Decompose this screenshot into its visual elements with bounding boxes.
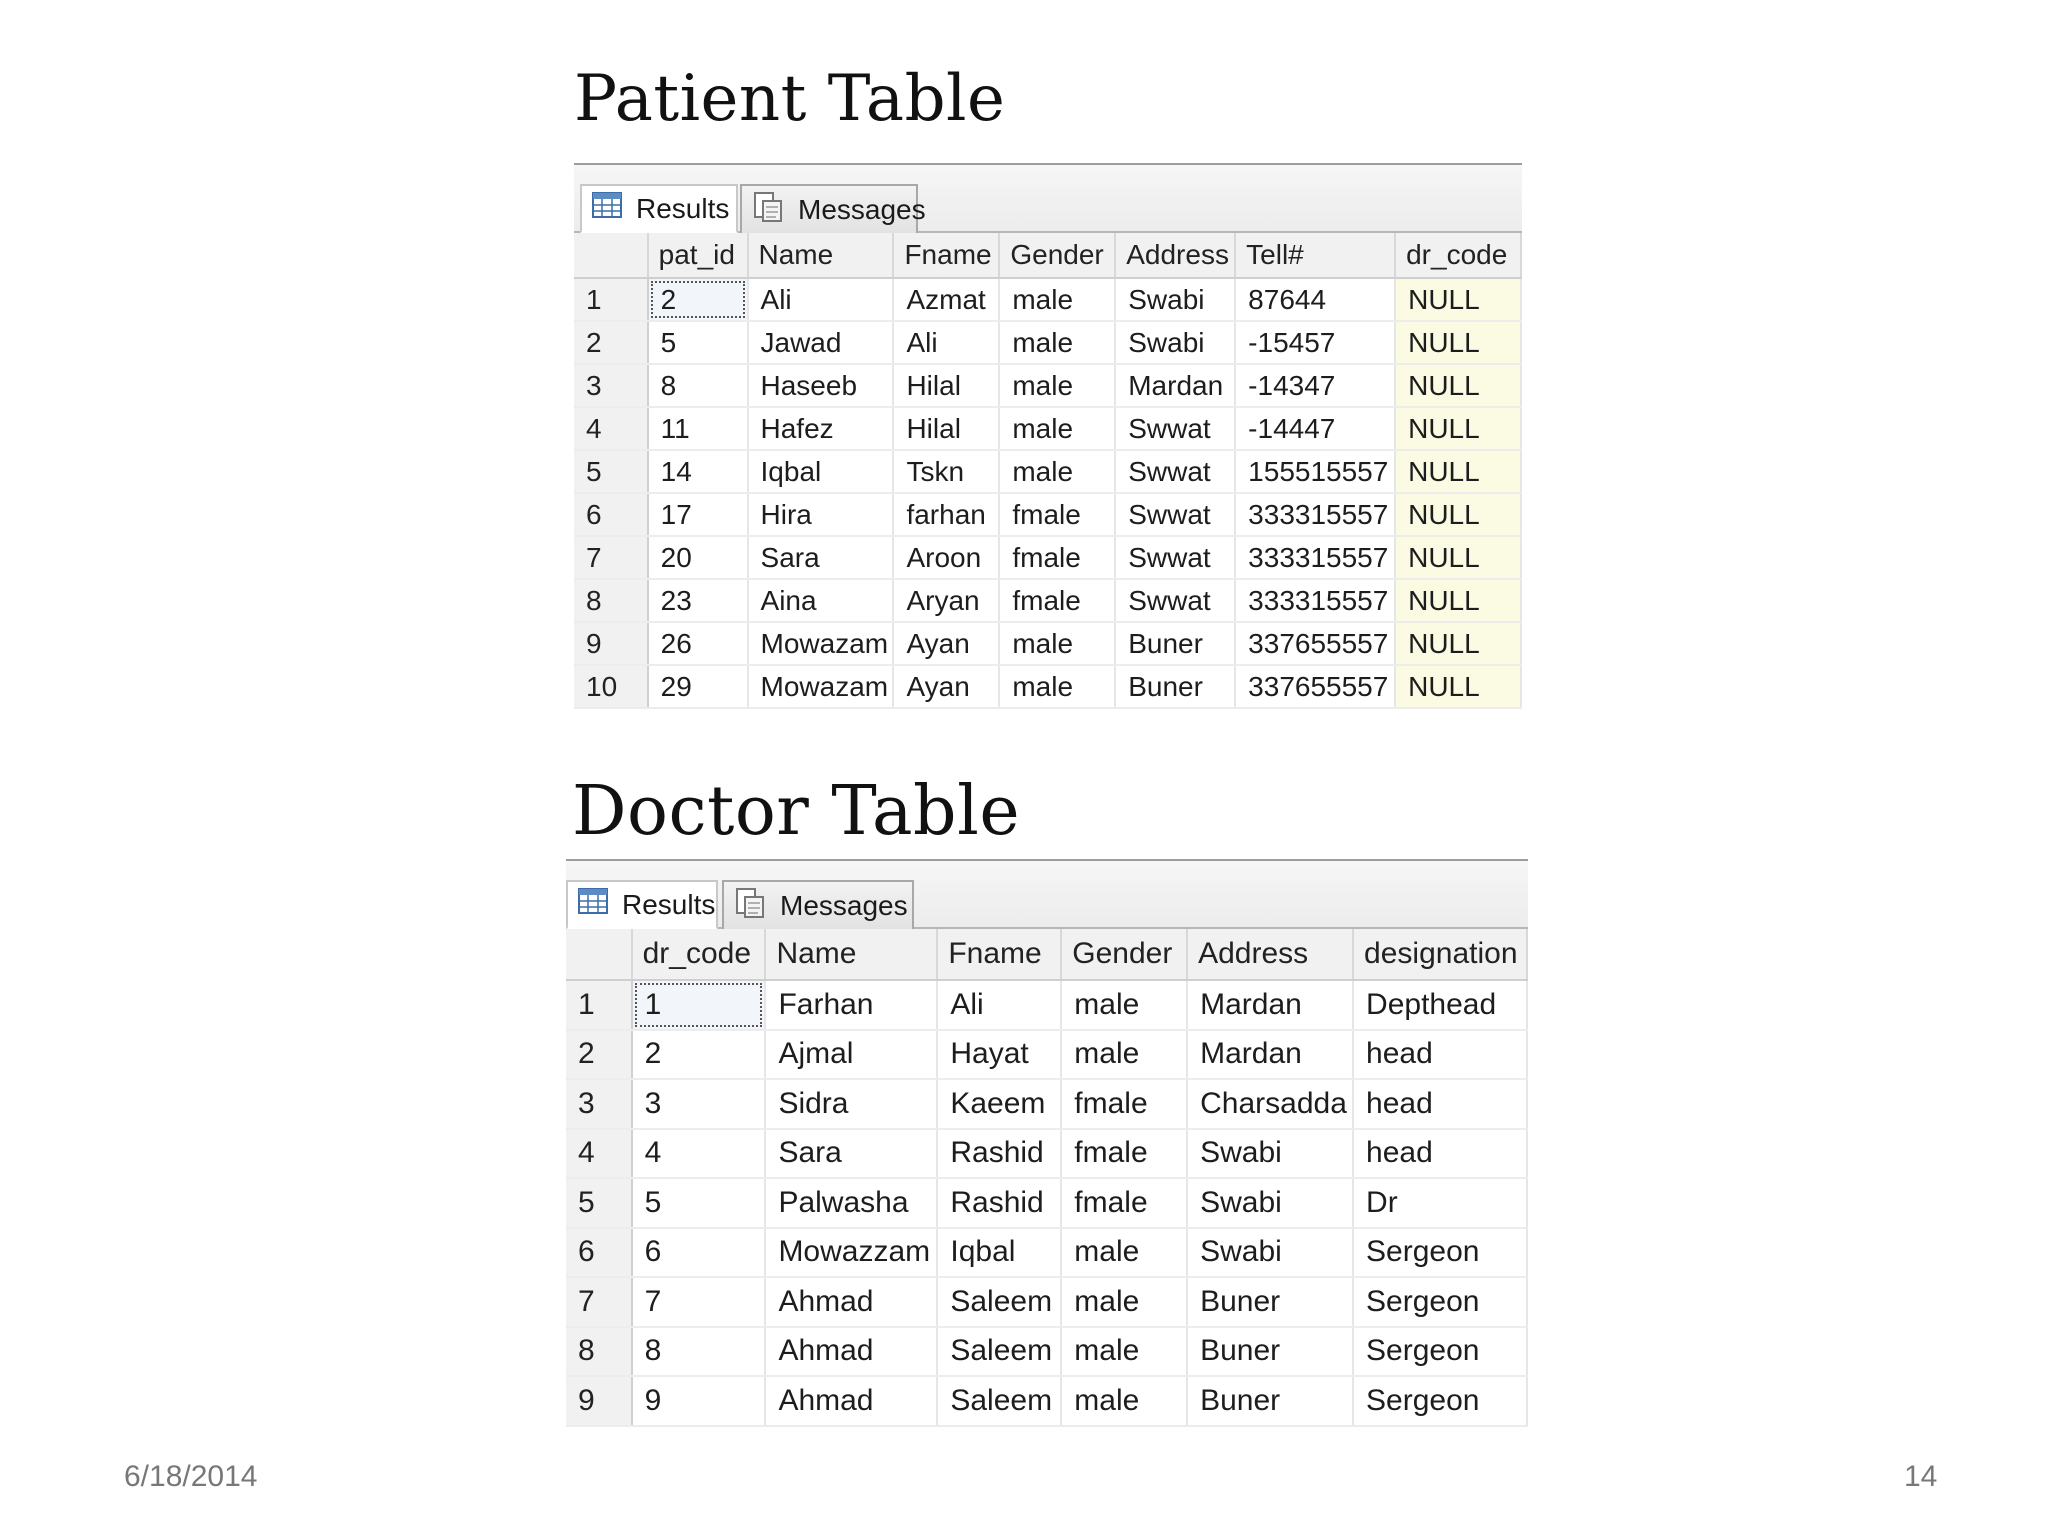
- table-cell[interactable]: Hira: [748, 493, 894, 536]
- row-number-cell[interactable]: 2: [566, 1030, 632, 1080]
- row-number-header: [566, 929, 632, 980]
- table-cell[interactable]: fmale: [999, 536, 1115, 579]
- table-row[interactable]: [574, 622, 1521, 665]
- table-cell[interactable]: Swabi: [1187, 1178, 1353, 1228]
- table-cell[interactable]: Swwat: [1115, 493, 1235, 536]
- table-row[interactable]: [574, 536, 1521, 579]
- column-header[interactable]: Name: [748, 233, 894, 278]
- patient-tabbar: [574, 165, 1522, 234]
- row-number-cell[interactable]: 9: [574, 622, 648, 665]
- table-cell[interactable]: 2: [648, 278, 748, 321]
- doctor-tab-results-label: Results: [622, 888, 716, 920]
- patient-table-title: Patient Table: [574, 62, 1006, 136]
- row-number-cell[interactable]: 10: [574, 665, 648, 708]
- column-header[interactable]: Gender: [1061, 929, 1187, 980]
- table-cell[interactable]: male: [999, 622, 1115, 665]
- table-row[interactable]: [574, 665, 1521, 708]
- slide-date: 6/18/2014: [124, 1460, 258, 1493]
- table-cell[interactable]: 1: [632, 980, 766, 1030]
- table-cell[interactable]: Rashid: [937, 1178, 1061, 1228]
- row-number-cell[interactable]: 1: [574, 278, 648, 321]
- table-cell[interactable]: Sergeon: [1353, 1376, 1527, 1426]
- table-cell[interactable]: Palwasha: [765, 1178, 937, 1228]
- table-cell[interactable]: Saleem: [937, 1277, 1061, 1327]
- table-cell[interactable]: Buner: [1187, 1277, 1353, 1327]
- table-cell[interactable]: 14: [648, 450, 748, 493]
- messages-document-icon: [734, 887, 766, 926]
- table-cell[interactable]: 8: [632, 1327, 766, 1377]
- table-cell[interactable]: male: [1061, 980, 1187, 1030]
- table-cell[interactable]: Hayat: [937, 1030, 1061, 1080]
- patient-header-row: [574, 233, 1521, 278]
- table-cell[interactable]: Saleem: [937, 1327, 1061, 1377]
- table-cell[interactable]: Haseeb: [748, 364, 894, 407]
- column-header[interactable]: designation: [1353, 929, 1527, 980]
- messages-document-icon: [752, 191, 784, 230]
- table-cell[interactable]: Dr: [1353, 1178, 1527, 1228]
- row-number-cell[interactable]: 2: [574, 321, 648, 364]
- table-cell[interactable]: 5: [632, 1178, 766, 1228]
- patient-tab-results-label: Results: [636, 192, 730, 224]
- patient-results-panel: [574, 163, 1522, 710]
- table-cell[interactable]: 23: [648, 579, 748, 622]
- table-row[interactable]: [566, 1277, 1527, 1327]
- table-cell[interactable]: NULL: [1395, 665, 1521, 708]
- row-number-cell[interactable]: 3: [566, 1079, 632, 1129]
- table-cell[interactable]: Jawad: [748, 321, 894, 364]
- doctor-tab-results[interactable]: [566, 880, 718, 930]
- row-number-cell[interactable]: 8: [566, 1327, 632, 1377]
- table-cell[interactable]: fmale: [1061, 1178, 1187, 1228]
- table-row[interactable]: [574, 493, 1521, 536]
- table-cell[interactable]: Mowazam: [748, 622, 894, 665]
- table-cell[interactable]: Swwat: [1115, 579, 1235, 622]
- table-cell[interactable]: head: [1353, 1129, 1527, 1179]
- row-number-cell[interactable]: 5: [566, 1178, 632, 1228]
- table-cell[interactable]: fmale: [999, 579, 1115, 622]
- column-header[interactable]: pat_id: [648, 233, 748, 278]
- table-cell[interactable]: NULL: [1395, 493, 1521, 536]
- table-cell[interactable]: 26: [648, 622, 748, 665]
- table-cell[interactable]: 6: [632, 1228, 766, 1278]
- table-cell[interactable]: male: [999, 450, 1115, 493]
- table-cell[interactable]: 8: [648, 364, 748, 407]
- table-cell[interactable]: NULL: [1395, 536, 1521, 579]
- table-row[interactable]: [566, 1327, 1527, 1377]
- table-cell[interactable]: male: [999, 278, 1115, 321]
- table-cell[interactable]: Buner: [1115, 665, 1235, 708]
- patient-tab-messages[interactable]: [740, 184, 926, 234]
- grid-table-icon: [592, 192, 622, 225]
- table-cell[interactable]: Hilal: [893, 407, 999, 450]
- table-cell[interactable]: Kaeem: [937, 1079, 1061, 1129]
- table-row[interactable]: [574, 450, 1521, 493]
- table-cell[interactable]: 20: [648, 536, 748, 579]
- table-cell[interactable]: Azmat: [893, 278, 999, 321]
- doctor-results-grid: [566, 929, 1528, 1427]
- table-cell[interactable]: head: [1353, 1030, 1527, 1080]
- row-number-cell[interactable]: 9: [566, 1376, 632, 1426]
- table-row[interactable]: [566, 1376, 1527, 1426]
- table-cell[interactable]: Rashid: [937, 1129, 1061, 1179]
- table-cell[interactable]: NULL: [1395, 450, 1521, 493]
- table-row[interactable]: [574, 321, 1521, 364]
- table-cell[interactable]: male: [1061, 1030, 1187, 1080]
- table-cell[interactable]: Mowazzam: [765, 1228, 937, 1278]
- table-cell[interactable]: Mardan: [1187, 1030, 1353, 1080]
- row-number-cell[interactable]: 6: [574, 493, 648, 536]
- table-row[interactable]: [574, 364, 1521, 407]
- table-cell[interactable]: male: [1061, 1277, 1187, 1327]
- doctor-tabbar: [566, 861, 1528, 930]
- table-cell[interactable]: NULL: [1395, 364, 1521, 407]
- table-cell[interactable]: 9: [632, 1376, 766, 1426]
- table-cell[interactable]: 155515557: [1235, 450, 1395, 493]
- table-cell[interactable]: Aryan: [893, 579, 999, 622]
- patient-results-grid: [574, 233, 1522, 709]
- doctor-tab-messages-label: Messages: [780, 890, 908, 921]
- table-cell[interactable]: 11: [648, 407, 748, 450]
- doctor-tab-messages[interactable]: [722, 880, 914, 930]
- table-cell[interactable]: Charsadda: [1187, 1079, 1353, 1129]
- table-cell[interactable]: 2: [632, 1030, 766, 1080]
- table-row[interactable]: [574, 278, 1521, 321]
- table-cell[interactable]: Mardan: [1187, 980, 1353, 1030]
- table-cell[interactable]: 333315557: [1235, 579, 1395, 622]
- table-cell[interactable]: Aina: [748, 579, 894, 622]
- table-cell[interactable]: Swabi: [1187, 1228, 1353, 1278]
- table-cell[interactable]: 5: [648, 321, 748, 364]
- row-number-cell[interactable]: 5: [574, 450, 648, 493]
- table-cell[interactable]: NULL: [1395, 407, 1521, 450]
- table-cell[interactable]: Ali: [893, 321, 999, 364]
- table-cell[interactable]: Ali: [937, 980, 1061, 1030]
- row-number-cell[interactable]: 6: [566, 1228, 632, 1278]
- table-cell[interactable]: 333315557: [1235, 493, 1395, 536]
- table-cell[interactable]: Sergeon: [1353, 1228, 1527, 1278]
- table-row[interactable]: [574, 579, 1521, 622]
- table-cell[interactable]: 17: [648, 493, 748, 536]
- column-header[interactable]: Tell#: [1235, 233, 1395, 278]
- table-cell[interactable]: Ahmad: [765, 1327, 937, 1377]
- table-cell[interactable]: Ahmad: [765, 1376, 937, 1426]
- table-cell[interactable]: NULL: [1395, 321, 1521, 364]
- row-number-cell[interactable]: 4: [574, 407, 648, 450]
- table-row[interactable]: [566, 1030, 1527, 1080]
- table-cell[interactable]: Buner: [1187, 1327, 1353, 1377]
- table-row[interactable]: [566, 980, 1527, 1030]
- grid-table-icon: [578, 888, 608, 921]
- table-cell[interactable]: NULL: [1395, 622, 1521, 665]
- table-cell[interactable]: 337655557: [1235, 665, 1395, 708]
- row-number-header: [574, 233, 648, 278]
- table-cell[interactable]: 333315557: [1235, 536, 1395, 579]
- table-cell[interactable]: Swwat: [1115, 450, 1235, 493]
- row-number-cell[interactable]: 3: [574, 364, 648, 407]
- table-row[interactable]: [566, 1079, 1527, 1129]
- table-cell[interactable]: 29: [648, 665, 748, 708]
- table-cell[interactable]: Iqbal: [748, 450, 894, 493]
- table-cell[interactable]: Ajmal: [765, 1030, 937, 1080]
- table-cell[interactable]: Hafez: [748, 407, 894, 450]
- column-header[interactable]: dr_code: [632, 929, 766, 980]
- table-cell[interactable]: Ahmad: [765, 1277, 937, 1327]
- table-cell[interactable]: Farhan: [765, 980, 937, 1030]
- table-cell[interactable]: Sara: [765, 1129, 937, 1179]
- table-cell[interactable]: Mowazam: [748, 665, 894, 708]
- table-cell[interactable]: Ali: [748, 278, 894, 321]
- table-cell[interactable]: Swwat: [1115, 536, 1235, 579]
- table-cell[interactable]: -15457: [1235, 321, 1395, 364]
- table-row[interactable]: [566, 1178, 1527, 1228]
- doctor-header-row: [566, 929, 1527, 980]
- patient-tab-messages-label: Messages: [798, 194, 926, 225]
- table-cell[interactable]: 337655557: [1235, 622, 1395, 665]
- table-cell[interactable]: fmale: [1061, 1129, 1187, 1179]
- slide-page-number: 14: [1904, 1460, 1938, 1493]
- row-number-cell[interactable]: 4: [566, 1129, 632, 1179]
- table-cell[interactable]: 4: [632, 1129, 766, 1179]
- table-cell[interactable]: Sergeon: [1353, 1327, 1527, 1377]
- table-cell[interactable]: fmale: [999, 493, 1115, 536]
- column-header[interactable]: Address: [1115, 233, 1235, 278]
- column-header[interactable]: Name: [765, 929, 937, 980]
- column-header[interactable]: Gender: [999, 233, 1115, 278]
- table-cell[interactable]: Swabi: [1115, 321, 1235, 364]
- table-row[interactable]: [566, 1228, 1527, 1278]
- table-cell[interactable]: Ayan: [893, 622, 999, 665]
- table-cell[interactable]: male: [1061, 1228, 1187, 1278]
- table-cell[interactable]: male: [999, 665, 1115, 708]
- table-cell[interactable]: Sidra: [765, 1079, 937, 1129]
- table-cell[interactable]: Iqbal: [937, 1228, 1061, 1278]
- table-cell[interactable]: male: [999, 407, 1115, 450]
- table-cell[interactable]: Buner: [1115, 622, 1235, 665]
- column-header[interactable]: Address: [1187, 929, 1353, 980]
- table-cell[interactable]: farhan: [893, 493, 999, 536]
- table-cell[interactable]: NULL: [1395, 579, 1521, 622]
- doctor-results-panel: [566, 859, 1528, 1451]
- table-cell[interactable]: Sara: [748, 536, 894, 579]
- column-header[interactable]: Fname: [893, 233, 999, 278]
- table-cell[interactable]: Saleem: [937, 1376, 1061, 1426]
- table-cell[interactable]: fmale: [1061, 1079, 1187, 1129]
- table-cell[interactable]: Swabi: [1115, 278, 1235, 321]
- table-cell[interactable]: Hilal: [893, 364, 999, 407]
- column-header[interactable]: Fname: [937, 929, 1061, 980]
- doctor-table-title: Doctor Table: [572, 772, 1021, 851]
- row-number-cell[interactable]: 7: [566, 1277, 632, 1327]
- table-cell[interactable]: Mardan: [1115, 364, 1235, 407]
- table-cell[interactable]: Swwat: [1115, 407, 1235, 450]
- row-number-cell[interactable]: 8: [574, 579, 648, 622]
- table-cell[interactable]: -14447: [1235, 407, 1395, 450]
- table-row[interactable]: [566, 1129, 1527, 1179]
- column-header[interactable]: dr_code: [1395, 233, 1521, 278]
- table-cell[interactable]: 87644: [1235, 278, 1395, 321]
- row-number-cell[interactable]: 7: [574, 536, 648, 579]
- table-cell[interactable]: Sergeon: [1353, 1277, 1527, 1327]
- table-cell[interactable]: Tskn: [893, 450, 999, 493]
- table-cell[interactable]: NULL: [1395, 278, 1521, 321]
- table-cell[interactable]: 3: [632, 1079, 766, 1129]
- table-cell[interactable]: Swabi: [1187, 1129, 1353, 1179]
- table-cell[interactable]: Depthead: [1353, 980, 1527, 1030]
- table-cell[interactable]: head: [1353, 1079, 1527, 1129]
- table-cell[interactable]: male: [999, 321, 1115, 364]
- patient-tab-results[interactable]: [580, 184, 738, 234]
- table-cell[interactable]: male: [1061, 1327, 1187, 1377]
- table-row[interactable]: [574, 407, 1521, 450]
- table-cell[interactable]: male: [1061, 1376, 1187, 1426]
- table-cell[interactable]: -14347: [1235, 364, 1395, 407]
- table-cell[interactable]: Aroon: [893, 536, 999, 579]
- table-cell[interactable]: male: [999, 364, 1115, 407]
- table-cell[interactable]: Ayan: [893, 665, 999, 708]
- table-cell[interactable]: 7: [632, 1277, 766, 1327]
- table-cell[interactable]: Buner: [1187, 1376, 1353, 1426]
- row-number-cell[interactable]: 1: [566, 980, 632, 1030]
